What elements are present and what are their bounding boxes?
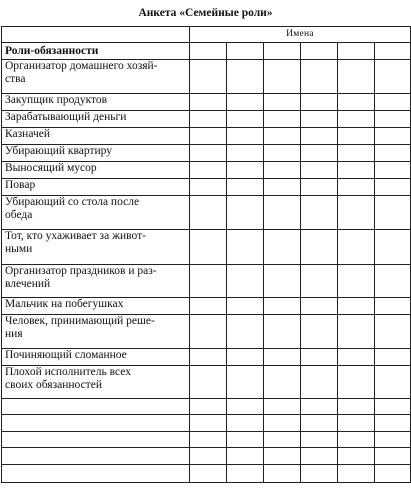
answer-cell[interactable]: [190, 465, 227, 483]
answer-cell[interactable]: [190, 366, 227, 399]
role-label: [2, 415, 190, 432]
name-column-header-3[interactable]: [264, 43, 301, 60]
answer-cell[interactable]: [264, 432, 301, 448]
answer-cell[interactable]: [375, 162, 411, 179]
answer-cell[interactable]: [338, 128, 375, 145]
family-roles-table: [1, 26, 411, 483]
table-row: [2, 145, 411, 162]
role-label: Тот, кто ухаживает за живот- ными: [2, 230, 190, 265]
role-label: Повар: [2, 179, 190, 196]
answer-cell[interactable]: [190, 399, 227, 415]
answer-cell[interactable]: [301, 179, 338, 196]
table-row: [2, 298, 411, 315]
answer-cell[interactable]: [227, 230, 264, 265]
answer-cell[interactable]: [264, 298, 301, 315]
answer-cell[interactable]: [227, 465, 264, 483]
answer-cell[interactable]: [301, 196, 338, 230]
answer-cell[interactable]: [301, 265, 338, 298]
table-row: [2, 179, 411, 196]
names-header: Имена: [190, 27, 411, 43]
answer-cell[interactable]: [375, 128, 411, 145]
answer-cell[interactable]: [264, 230, 301, 265]
answer-cell[interactable]: [301, 448, 338, 465]
table-row: [2, 94, 411, 111]
role-label: Убирающий квартиру: [2, 145, 190, 162]
table-row: [2, 432, 411, 448]
answer-cell[interactable]: [338, 265, 375, 298]
answer-cell[interactable]: [338, 315, 375, 349]
answer-cell[interactable]: [301, 415, 338, 432]
answer-cell[interactable]: [375, 448, 411, 465]
table-row: [2, 196, 411, 230]
role-label: Человек, принимающий реше- ния: [2, 315, 190, 349]
answer-cell[interactable]: [227, 179, 264, 196]
answer-cell[interactable]: [375, 230, 411, 265]
answer-cell[interactable]: [190, 179, 227, 196]
answer-cell[interactable]: [375, 399, 411, 415]
answer-cell[interactable]: [301, 60, 338, 94]
answer-cell[interactable]: [338, 145, 375, 162]
answer-cell[interactable]: [190, 315, 227, 349]
answer-cell[interactable]: [264, 60, 301, 94]
answer-cell[interactable]: [301, 366, 338, 399]
role-label: [2, 432, 190, 448]
answer-cell[interactable]: [264, 448, 301, 465]
answer-cell[interactable]: [301, 128, 338, 145]
form-title: Анкета «Семейные роли»: [138, 7, 273, 19]
role-label: [2, 448, 190, 465]
answer-cell[interactable]: [227, 298, 264, 315]
answer-cell[interactable]: [338, 298, 375, 315]
answer-cell[interactable]: [338, 349, 375, 366]
answer-cell[interactable]: [375, 179, 411, 196]
answer-cell[interactable]: [190, 448, 227, 465]
answer-cell[interactable]: [338, 448, 375, 465]
table-row: [2, 415, 411, 432]
answer-cell[interactable]: [338, 179, 375, 196]
answer-cell[interactable]: [227, 349, 264, 366]
answer-cell[interactable]: [227, 128, 264, 145]
answer-cell[interactable]: [190, 128, 227, 145]
role-label: Плохой исполнитель всех своих обязанностей: [2, 366, 190, 399]
answer-cell[interactable]: [227, 315, 264, 349]
answer-cell[interactable]: [264, 94, 301, 111]
table-row: [2, 448, 411, 465]
table-row: [2, 366, 411, 399]
table-row: [2, 265, 411, 298]
answer-cell[interactable]: [301, 432, 338, 448]
name-column-header-6[interactable]: [375, 43, 411, 60]
answer-cell[interactable]: [190, 94, 227, 111]
answer-cell[interactable]: [338, 465, 375, 483]
answer-cell[interactable]: [264, 265, 301, 298]
answer-cell[interactable]: [227, 366, 264, 399]
answer-cell[interactable]: [190, 298, 227, 315]
answer-cell[interactable]: [375, 111, 411, 128]
answer-cell[interactable]: [301, 145, 338, 162]
answer-cell[interactable]: [301, 230, 338, 265]
answer-cell[interactable]: [264, 349, 301, 366]
table-row: [2, 60, 411, 94]
header-row-roles: [2, 43, 411, 60]
answer-cell[interactable]: [375, 415, 411, 432]
answer-cell[interactable]: [190, 230, 227, 265]
header-corner-cell: [2, 27, 190, 43]
table-row: [2, 349, 411, 366]
role-label: Казначей: [2, 128, 190, 145]
role-label: [2, 465, 190, 483]
answer-cell[interactable]: [338, 399, 375, 415]
answer-cell[interactable]: [190, 145, 227, 162]
answer-cell[interactable]: [227, 60, 264, 94]
answer-cell[interactable]: [190, 349, 227, 366]
name-column-header-1[interactable]: [190, 43, 227, 60]
answer-cell[interactable]: [264, 145, 301, 162]
answer-cell[interactable]: [301, 162, 338, 179]
answer-cell[interactable]: [301, 465, 338, 483]
role-label: Выносящий мусор: [2, 162, 190, 179]
answer-cell[interactable]: [338, 230, 375, 265]
table-row: [2, 128, 411, 145]
answer-cell[interactable]: [301, 315, 338, 349]
answer-cell[interactable]: [190, 432, 227, 448]
answer-cell[interactable]: [338, 111, 375, 128]
answer-cell[interactable]: [190, 415, 227, 432]
table-row: [2, 162, 411, 179]
role-label: Организатор праздников и раз- влечений: [2, 265, 190, 298]
answer-cell[interactable]: [264, 366, 301, 399]
answer-cell[interactable]: [264, 415, 301, 432]
answer-cell[interactable]: [264, 128, 301, 145]
answer-cell[interactable]: [301, 111, 338, 128]
table-row: [2, 465, 411, 483]
answer-cell[interactable]: [227, 399, 264, 415]
answer-cell[interactable]: [338, 162, 375, 179]
answer-cell[interactable]: [375, 145, 411, 162]
answer-cell[interactable]: [190, 196, 227, 230]
name-column-header-2[interactable]: [227, 43, 264, 60]
answer-cell[interactable]: [264, 315, 301, 349]
answer-cell[interactable]: [264, 179, 301, 196]
answer-cell[interactable]: [190, 265, 227, 298]
answer-cell[interactable]: [375, 465, 411, 483]
answer-cell[interactable]: [338, 415, 375, 432]
roles-body: [2, 60, 411, 483]
answer-cell[interactable]: [338, 60, 375, 94]
answer-cell[interactable]: [227, 94, 264, 111]
name-column-header-5[interactable]: [338, 43, 375, 60]
answer-cell[interactable]: [264, 465, 301, 483]
answer-cell[interactable]: [338, 366, 375, 399]
table-row: [2, 230, 411, 265]
answer-cell[interactable]: [227, 111, 264, 128]
answer-cell[interactable]: [227, 145, 264, 162]
answer-cell[interactable]: [375, 366, 411, 399]
table-row: [2, 315, 411, 349]
header-row-names: [2, 27, 411, 43]
answer-cell[interactable]: [227, 162, 264, 179]
answer-cell[interactable]: [227, 415, 264, 432]
answer-cell[interactable]: [375, 315, 411, 349]
role-label: Убирающий со стола после обеда: [2, 196, 190, 230]
answer-cell[interactable]: [301, 94, 338, 111]
roles-header: Роли-обязанности: [2, 43, 190, 60]
role-label: Организатор домашнего хозяй- ства: [2, 60, 190, 94]
answer-cell[interactable]: [375, 298, 411, 315]
table-row: [2, 111, 411, 128]
answer-cell[interactable]: [264, 111, 301, 128]
table-row: [2, 399, 411, 415]
role-label: Закупщик продуктов: [2, 94, 190, 111]
answer-cell[interactable]: [190, 60, 227, 94]
answer-cell[interactable]: [264, 196, 301, 230]
answer-cell[interactable]: [375, 349, 411, 366]
answer-cell[interactable]: [227, 448, 264, 465]
answer-cell[interactable]: [301, 349, 338, 366]
answer-cell[interactable]: [338, 94, 375, 111]
answer-cell[interactable]: [227, 196, 264, 230]
answer-cell[interactable]: [301, 399, 338, 415]
answer-cell[interactable]: [375, 432, 411, 448]
role-label: [2, 399, 190, 415]
answer-cell[interactable]: [301, 298, 338, 315]
name-column-header-4[interactable]: [301, 43, 338, 60]
answer-cell[interactable]: [375, 60, 411, 94]
answer-cell[interactable]: [227, 265, 264, 298]
role-label: Зарабатывающий деньги: [2, 111, 190, 128]
answer-cell[interactable]: [375, 94, 411, 111]
role-label: Мальчик на побегушках: [2, 298, 190, 315]
answer-cell[interactable]: [375, 196, 411, 230]
answer-cell[interactable]: [375, 265, 411, 298]
answer-cell[interactable]: [338, 432, 375, 448]
answer-cell[interactable]: [190, 162, 227, 179]
answer-cell[interactable]: [338, 196, 375, 230]
answer-cell[interactable]: [264, 399, 301, 415]
answer-cell[interactable]: [264, 162, 301, 179]
answer-cell[interactable]: [227, 432, 264, 448]
role-label: Починяющий сломанное: [2, 349, 190, 366]
answer-cell[interactable]: [190, 111, 227, 128]
